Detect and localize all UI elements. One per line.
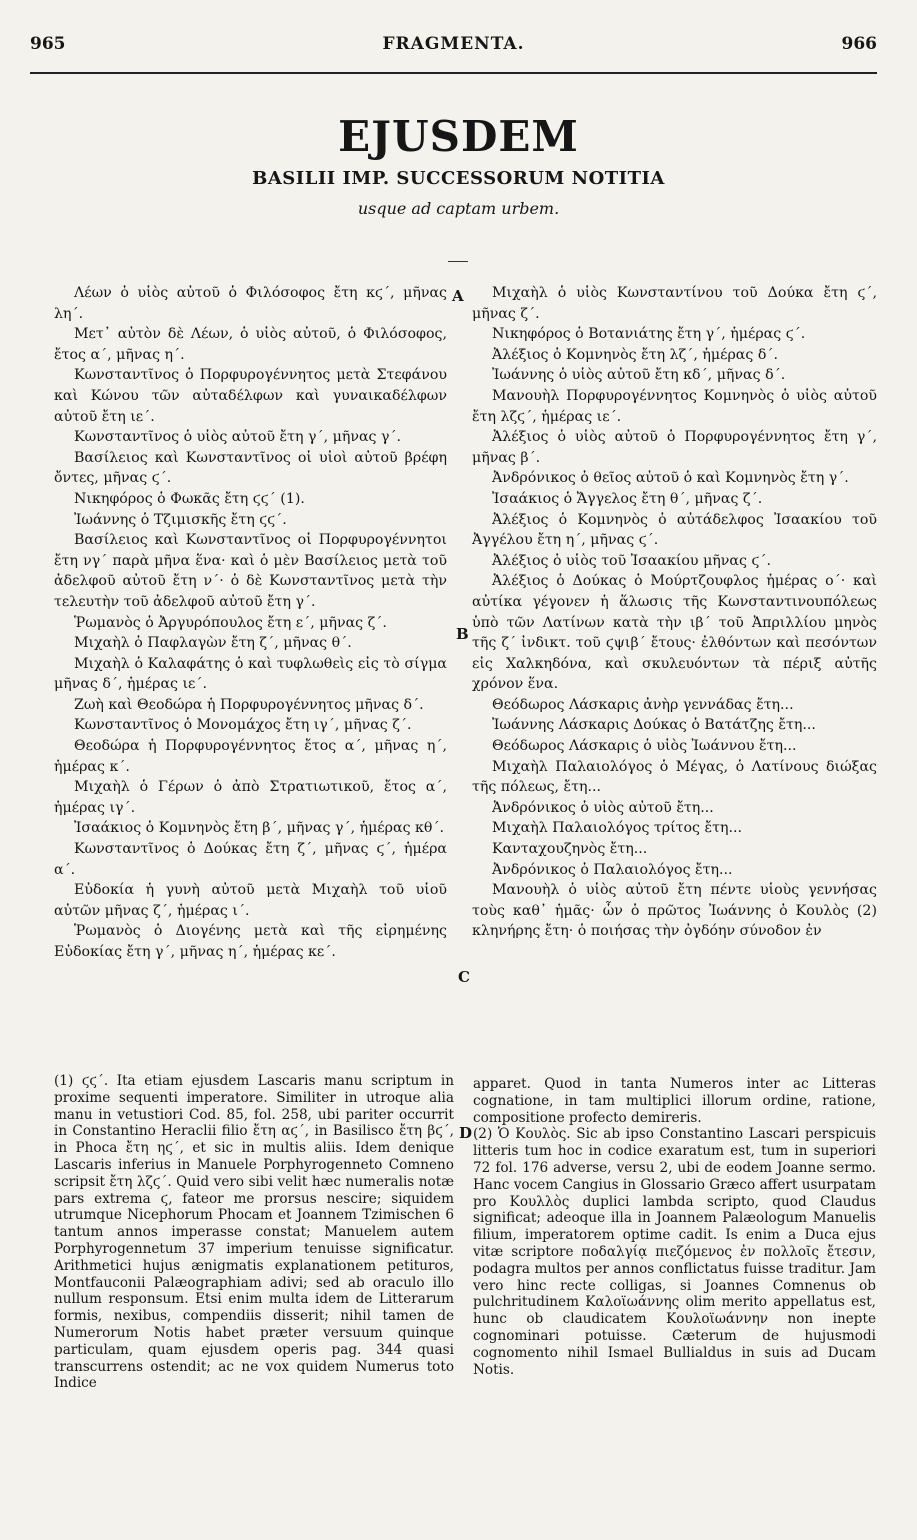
- entry-paragraph: Ἰωάννης Λάσκαρις Δούκας ὁ Βατάτζης ἔτη...: [492, 717, 816, 734]
- entry-paragraph: Κωνσταντῖνος ὁ Δούκας ἔτη ζ΄, μῆνας ϛ΄, ἡμέρα α΄.: [54, 841, 447, 878]
- subtitle: BASILII IMP. SUCCESSORUM NOTITIA: [252, 168, 665, 189]
- entry-paragraph: Λέων ὁ υἱὸς αὐτοῦ ὁ Φιλόσοφος ἔτη κϛ΄, μῆνας λη΄.: [54, 285, 447, 322]
- title-divider: [448, 261, 468, 262]
- margin-marker-b: B: [456, 625, 469, 643]
- entry-paragraph: Κανταχουζηνὸς ἔτη...: [492, 841, 648, 858]
- header-rule: [30, 72, 877, 74]
- entry-paragraph: Ἀλέξιος ὁ υἱὸς τοῦ Ἰσαακίου μῆνας ϛ΄.: [492, 552, 771, 569]
- footnote-text: apparet. Quod in tanta Numeros inter ac Litteras cognatione, in tam multiplici illorum ordine, ratione, compositione profecto demireris. (2) Ὁ Κουλὸς. Sic ab ipso Constantino Lascari perspicuis litteris tum hoc in codice exaratum est, tum in superiori 72 fol. 176 adverse, versu 2, ubi de eodem Joanne sermo. Hanc vocem Cangius in Glossario Græco affert usurpatam pro Κουλλὸς duplici lambda scripto, quod Claudus significat; adeoque illa in Joannem Palæologum Manuelis filium, imperatorem optime cadit. Is enim a Duca ejus vitæ scriptore ποδαλγίᾳ πιεζόμενος ἐν πολλοῖς ἔτεσιν, podagra multos per annos conflictatus fuisse traditur. Jam vero hinc recte colligas, si Joannes Comnenus ob pulchritudinem Καλοϊωάννης olim merito appellatus est, hunc ob claudicatem Κουλοϊωάννην non inepte cognominari potuisse. Cæterum de hujusmodi cognomento nihil Ismael Bullialdus in suis ad Ducam Notis.: [473, 1076, 876, 1378]
- entry-paragraph: Ἀλέξιος ὁ Κομνηνὸς ὁ αὐτάδελφος Ἰσαακίου τοῦ Ἀγγέλου ἔτη η΄, μῆνας ϛ΄.: [472, 511, 877, 549]
- entry-paragraph: Μανουὴλ Πορφυρογέννητος Κομνηνὸς ὁ υἱὸς αὐτοῦ ἔτη λζϛ΄, ἡμέρας ιε΄.: [472, 387, 877, 425]
- margin-marker-d: D: [459, 1124, 473, 1142]
- entry-paragraph: Μανουὴλ ὁ υἱὸς αὐτοῦ ἔτη πέντε υἱοὺς γεννήσας τοὺς καθ᾽ ἡμᾶς· ὧν ὁ πρῶτος Ἰωάννης ὁ Κουλὸς (2) κληνήρης ἔτη· ὁ ποιήσας τὴν ὀγδόην σύνοδον ἐν: [472, 882, 877, 940]
- entry-paragraph: Ἰωάννης ὁ υἱὸς αὐτοῦ ἔτη κδ΄, μῆνας δ΄.: [492, 367, 786, 384]
- margin-marker-a: A: [452, 287, 464, 305]
- entry-paragraph: Κωνσταντῖνος ὁ υἱὸς αὐτοῦ ἔτη γ΄, μῆνας γ΄.: [74, 429, 402, 446]
- entry-paragraph: Νικηφόρος ὁ Φωκᾶς ἔτη ϛϛ΄ (1).: [74, 490, 305, 507]
- entry-paragraph: Θεοδώρα ἡ Πορφυρογέννητος ἔτος α΄, μῆνας η΄, ἡμέρας κ΄.: [54, 738, 447, 775]
- entry-paragraph: Θεόδωρος Λάσκαρις ἀνὴρ γεννάδας ἔτη...: [492, 696, 794, 713]
- entry-paragraph: Κωνσταντῖνος ὁ Μονομάχος ἔτη ιγ΄, μῆνας ζ΄.: [74, 717, 412, 734]
- entry-paragraph: Κωνσταντῖνος ὁ Πορφυρογέννητος μετὰ Στεφάνου καὶ Κώνου τῶν αὐταδέλφων καὶ γυναικαδέλφων αὐτοῦ ἔτη ιε΄.: [54, 367, 447, 425]
- entry-paragraph: Νικηφόρος ὁ Βοτανιάτης ἔτη γ΄, ἡμέρας ϛ΄.: [492, 326, 806, 343]
- entry-paragraph: Ῥωμανὸς ὁ Διογένης μετὰ καὶ τῆς εἰρημένης Εὐδοκίας ἔτη γ΄, μῆνας η΄, ἡμέρας κε΄.: [54, 923, 447, 960]
- margin-marker-c: C: [458, 968, 470, 986]
- left-page-number: 965: [30, 34, 66, 54]
- title-block: [0, 110, 917, 218]
- right-page-number: 966: [841, 34, 877, 54]
- left-text-column: [54, 283, 447, 963]
- entry-paragraph: Μιχαὴλ ὁ Παφλαγὼν ἔτη ζ΄, μῆνας θ΄.: [74, 635, 352, 652]
- entry-paragraph: Ἀλέξιος ὁ υἱὸς αὐτοῦ ὁ Πορφυρογέννητος ἔτη γ΄, μῆνας β΄.: [472, 429, 877, 466]
- entry-paragraph: Μιχαὴλ Παλαιολόγος τρίτος ἔτη...: [492, 820, 742, 837]
- entry-paragraph: Μιχαὴλ Παλαιολόγος ὁ Μέγας, ὁ Λατίνους διώξας τῆς πόλεως, ἔτη...: [472, 758, 877, 796]
- right-text-column: [472, 283, 877, 942]
- entry-paragraph: Μιχαὴλ ὁ υἱὸς Κωνσταντίνου τοῦ Δούκα ἔτη ϛ΄, μῆνας ζ΄.: [472, 285, 877, 322]
- entry-paragraph: Βασίλειος καὶ Κωνσταντῖνος οἱ Πορφυρογέννητοι ἔτη νγ΄ παρὰ μῆνα ἕνα· καὶ ὁ μὲν Βασίλειος μετὰ τοῦ ἀδελφοῦ αὐτοῦ ἔτη ν΄· ὁ δὲ Κωνσταντῖνος μετὰ τὴν τελευτὴν τοῦ ἀδελφοῦ αὐτοῦ ἔτη γ΄.: [54, 532, 447, 610]
- main-title: EJUSDEM: [338, 112, 579, 161]
- entry-paragraph: Ἀνδρόνικος ὁ υἱὸς αὐτοῦ ἔτη...: [492, 799, 714, 816]
- entry-paragraph: Ἰσαάκιος ὁ Ἄγγελος ἔτη θ΄, μῆνας ζ΄.: [492, 490, 763, 507]
- entry-paragraph: Ζωὴ καὶ Θεοδώρα ἡ Πορφυρογέννητος μῆνας δ΄.: [74, 696, 424, 713]
- footnotes-right: [473, 1076, 876, 1378]
- sub-subtitle: usque ad captam urbem.: [357, 199, 560, 218]
- running-title: FRAGMENTA.: [382, 34, 525, 54]
- entry-paragraph: Ἰσαάκιος ὁ Κομνηνὸς ἔτη β΄, μῆνας γ΄, ἡμέρας κθ΄.: [74, 820, 445, 837]
- entry-paragraph: Βασίλειος καὶ Κωνσταντῖνος οἱ υἱοὶ αὐτοῦ βρέφη ὄντες, μῆνας ϛ΄.: [54, 449, 447, 487]
- entry-paragraph: Ἀλέξιος ὁ Κομνηνὸς ἔτη λζ΄, ἡμέρας δ΄.: [492, 346, 778, 363]
- entry-paragraph: Ἀλέξιος ὁ Δούκας ὁ Μούρτζουφλος ἡμέρας ο΄· καὶ αὐτίκα γέγονεν ἡ ἅλωσις τῆς Κωνσταντινουπόλεως ὑπὸ τῶν Λατίνων κατὰ τὴν ιβ΄ τοῦ Ἀπριλλίου μηνὸς τῆς ζ΄ ἰνδικτ. τοῦ ϛψιβ΄ ἔτους· ἐλθόντων καὶ πεσόντων εἰς Χαλκηδόνα, καὶ σκυλευόντων τὰ πέριξ αὐτῆς χρόνον ἕνα.: [472, 573, 877, 693]
- entry-paragraph: Μιχαὴλ ὁ Γέρων ὁ ἀπὸ Στρατιωτικοῦ, ἔτος α΄, ἡμέρας ιγ΄.: [54, 779, 447, 816]
- entry-paragraph: Θεόδωρος Λάσκαρις ὁ υἱὸς Ἰωάννου ἔτη...: [492, 738, 797, 755]
- entry-paragraph: Ἀνδρόνικος ὁ Παλαιολόγος ἔτη...: [492, 861, 733, 878]
- entry-paragraph: Ῥωμανὸς ὁ Ἀργυρόπουλος ἔτη ε΄, μῆνας ζ΄.: [74, 614, 387, 631]
- entry-paragraph: Ἰωάννης ὁ Τζιμισκῆς ἔτη ϛϛ΄.: [74, 511, 287, 528]
- entry-paragraph: Εὐδοκία ἡ γυνὴ αὐτοῦ μετὰ Μιχαὴλ τοῦ υἱοῦ αὐτῶν μῆνας ζ΄, ἡμέρας ι΄.: [54, 882, 447, 919]
- entry-paragraph: Μιχαὴλ ὁ Καλαφάτης ὁ καὶ τυφλωθεὶς εἰς τὸ σίγμα μῆνας δ΄, ἡμέρας ιε΄.: [54, 655, 447, 693]
- page-header: [30, 34, 877, 60]
- footnotes-left: (1) ϛϛ΄. Ita etiam ejusdem Lascaris manu scriptum in proxime sequenti imperatore. Similiter in utroque alia manu in vetustiori Cod. 85, fol. 258, ubi pariter occurrit in Constantino Heraclii filio ἔτη αϛ΄, in Basilisco ἔτη βϛ΄, in Phoca ἔτη ηϛ΄, et sic in multis aliis. Idem denique Lascaris inferius in Manuele Porphyrogenneto Comneno scripsit ἔτη λζϛ΄. Quid vero sibi velit hæc numeralis notæ pars extrema ϛ, fateor me prorsus nescire; siquidem utrumque Nicephorum Phocam et Joannem Tzimischen 6 tantum annos imperasse constat; Manuelem autem Porphyrogennetum 37 imperium tenuisse significatur. Arithmetici hujus ænigmatis explanationem petituros, Montfauconii Palæographiam adivi; sed ab oraculo illo nullum responsum. Etsi enim multa idem de Litterarum formis, nexibus, compendiis disserit; nihil tamen de Numerorum Notis habet præter versuum quinque particulam, quam ejusdem operis pag. 344 quasi transcurrens ostendit; ac ne vox quidem Numerus toto Indice: [54, 1073, 454, 1392]
- entry-paragraph: Μετ᾽ αὐτὸν δὲ Λέων, ὁ υἱὸς αὐτοῦ, ὁ Φιλόσοφος, ἔτος α΄, μῆνας η΄.: [54, 326, 447, 363]
- entry-paragraph: Ἀνδρόνικος ὁ θεῖος αὐτοῦ ὁ καὶ Κομνηνὸς ἔτη γ΄.: [492, 470, 849, 487]
